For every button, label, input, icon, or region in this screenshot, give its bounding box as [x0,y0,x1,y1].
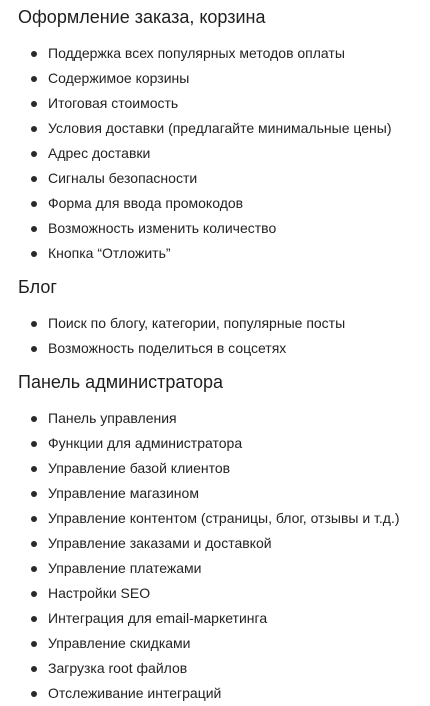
list-item [18,166,430,191]
list-item [18,191,430,216]
list-item-text: Интеграция для email-маркетинга [48,610,268,626]
bullet-icon [31,226,37,232]
list-item-text: Итоговая стоимость [48,95,179,111]
list-item [18,606,430,631]
bullet-icon [31,321,37,327]
bullet-icon [31,151,37,157]
section-spacer [18,266,430,276]
bullet-icon [31,491,37,497]
list-item-text: Загрузка root файлов [48,660,188,676]
list-item-text: Отслеживание интеграций [48,685,222,701]
section-title-blog: Блог [18,277,57,297]
section-spacer [18,361,430,371]
list-item-text: Управление скидками [48,635,191,651]
list-item-text: Возможность изменить количество [48,220,277,236]
list-item-text: Управление платежами [48,560,202,576]
list-item [18,41,430,66]
list-item [18,456,430,481]
list-item-text: Поддержка всех популярных методов оплаты [48,45,345,61]
list-item [18,66,430,91]
list-item-text: Управление заказами и доставкой [48,535,272,551]
list-item-text: Панель управления [48,410,177,426]
bullet-icon [31,566,37,572]
list-item [18,556,430,581]
bullet-icon [31,101,37,107]
list-item-text: Возможность поделиться в соцсетях [48,340,287,356]
bullet-icon [31,516,37,522]
list-item-text: Функции для администратора [48,435,243,451]
bullet-icon [31,416,37,422]
bullet-icon [31,251,37,257]
list-item [18,531,430,556]
list-item-text: Управление контентом (страницы, блог, отзывы и т.д.) [48,510,400,526]
list-item-text: Кнопка “Отложить” [48,245,171,261]
list-item [18,406,430,431]
list-item-text: Управление магазином [48,485,199,501]
bullet-icon [31,346,37,352]
list-item-text: Содержимое корзины [48,70,190,86]
checkout-list [18,41,430,266]
list-item-text: Форма для ввода промокодов [48,195,244,211]
admin-list [18,406,430,706]
bullet-icon [31,51,37,57]
bullet-icon [31,126,37,132]
list-item [18,656,430,681]
list-item-text: Поиск по блогу, категории, популярные посты [48,315,346,331]
list-item [18,116,430,141]
bullet-icon [31,541,37,547]
bullet-icon [31,441,37,447]
bullet-icon [31,76,37,82]
list-item-text: Сигналы безопасности [48,170,198,186]
bullet-icon [31,176,37,182]
list-item-text: Условия доставки (предлагайте минимальные цены) [48,120,392,136]
bullet-icon [31,591,37,597]
bullet-icon [31,616,37,622]
list-item [18,481,430,506]
list-item [18,216,430,241]
list-item [18,241,430,266]
list-item [18,631,430,656]
blog-list [18,311,430,361]
section-title-admin: Панель администратора [18,372,224,392]
list-item [18,506,430,531]
list-item [18,336,430,361]
list-item [18,91,430,116]
list-item-text: Управление базой клиентов [48,460,231,476]
bullet-icon [31,201,37,207]
list-item-text: Адрес доставки [48,145,151,161]
list-item [18,431,430,456]
list-item [18,311,430,336]
list-item-text: Настройки SEO [48,585,151,601]
list-item [18,581,430,606]
bullet-icon [31,666,37,672]
bullet-icon [31,691,37,697]
list-item [18,141,430,166]
list-item [18,681,430,706]
bullet-icon [31,466,37,472]
bullet-icon [31,641,37,647]
section-title-checkout: Оформление заказа, корзина [18,7,266,27]
